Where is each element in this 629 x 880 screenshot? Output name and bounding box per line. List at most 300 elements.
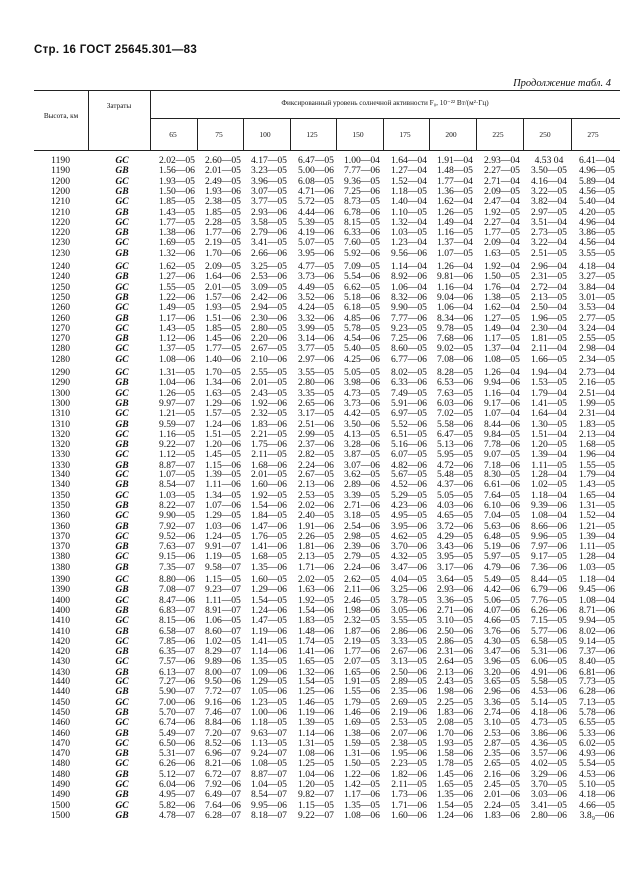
altitude-cell: 1340 xyxy=(50,469,70,480)
value-cell: 8.87—07 xyxy=(159,459,195,471)
altitude-cell: 1250 xyxy=(50,281,70,293)
value-cell: 9.91—07 xyxy=(205,541,241,553)
value-cell: 1.98—06 xyxy=(344,604,380,616)
value-cell: 4.95—07 xyxy=(159,789,195,801)
value-cell: 2.80—06 xyxy=(298,377,334,389)
table-row xyxy=(0,596,629,605)
costs-cell: GB xyxy=(115,185,129,197)
value-cell: 7.27—06 xyxy=(159,676,195,687)
value-cell: 1.54—05 xyxy=(437,799,473,811)
value-cell: 2.16—06 xyxy=(484,768,520,780)
value-cell: 6.26—06 xyxy=(159,758,195,770)
value-cell: 1.75—06 xyxy=(251,439,287,451)
value-cell: 4.53—06 xyxy=(531,686,567,698)
value-cell: 1.18—04 xyxy=(579,574,615,585)
altitude-cell: 1330 xyxy=(50,449,70,461)
value-cell: 2.23—05 xyxy=(391,758,427,770)
value-cell: 7.63—07 xyxy=(159,541,195,553)
value-cell: 1.37—05 xyxy=(159,343,195,355)
value-cell: 1.78—05 xyxy=(437,758,473,770)
value-cell: 3.29—06 xyxy=(531,768,567,780)
costs-cell: GB xyxy=(115,520,129,532)
value-cell: 1.70—05 xyxy=(205,367,241,378)
value-cell: 1.13—05 xyxy=(251,737,287,749)
value-cell: 2.98—05 xyxy=(344,530,380,542)
value-cell: 1.92—05 xyxy=(251,489,287,501)
value-cell: 4.07—06 xyxy=(484,604,520,616)
value-cell: 4.25—06 xyxy=(344,353,380,365)
table-row xyxy=(0,344,629,353)
value-cell: 1.91—06 xyxy=(298,520,334,532)
table-row xyxy=(0,780,629,789)
value-cell: 1.34—06 xyxy=(205,377,241,389)
value-cell: 5.90—07 xyxy=(159,686,195,698)
value-cell: 5.89—04 xyxy=(579,175,615,187)
value-cell: 2.31—05 xyxy=(531,271,567,283)
value-cell: 6.72—07 xyxy=(205,768,241,780)
altitude-cell: 1210 xyxy=(50,196,70,208)
value-cell: 1.28—04 xyxy=(531,469,567,480)
table-row xyxy=(0,197,629,206)
value-cell: 1.38—05 xyxy=(484,291,520,303)
value-cell: 2.62—05 xyxy=(344,574,380,585)
costs-cell: GB xyxy=(115,686,129,698)
value-cell: 3.25—06 xyxy=(391,584,427,596)
value-cell: 3.84—04 xyxy=(579,281,615,293)
value-cell: 2.26—05 xyxy=(298,530,334,542)
value-cell: 5.97—05 xyxy=(484,551,520,563)
value-cell: 4.91—06 xyxy=(531,666,567,678)
value-cell: 7.25—06 xyxy=(391,333,427,345)
value-cell: 1.77—06 xyxy=(205,227,241,239)
value-cell: 5.19—06 xyxy=(484,541,520,553)
value-cell: 1.83—05 xyxy=(298,615,334,627)
value-cell: 1.55—06 xyxy=(344,686,380,698)
value-cell: 1.39—04 xyxy=(531,449,567,461)
value-cell: 7.08—07 xyxy=(159,584,195,596)
value-cell: 3.47—06 xyxy=(484,646,520,658)
value-cell: 3.99—05 xyxy=(298,322,334,334)
value-cell: 4.42—05 xyxy=(344,408,380,420)
value-cell: 6.07—05 xyxy=(391,449,427,461)
costs-cell: GB xyxy=(115,479,129,491)
value-cell: 2.01—05 xyxy=(251,469,287,480)
costs-cell: GC xyxy=(115,510,129,522)
value-cell: 2.99—05 xyxy=(298,428,334,440)
value-cell: 1.18—05 xyxy=(391,185,427,197)
value-cell: 1.42—05 xyxy=(344,779,380,790)
value-cell: 2.51—05 xyxy=(531,247,567,259)
value-cell: 4.49—05 xyxy=(298,281,334,293)
value-cell: 1.70—06 xyxy=(205,247,241,259)
costs-cell: GC xyxy=(115,551,129,563)
altitude-cell: 1400 xyxy=(50,604,70,616)
value-cell: 2.43—05 xyxy=(251,387,287,399)
value-cell: 1.91—04 xyxy=(437,155,473,166)
value-cell: 5.49—07 xyxy=(159,727,195,739)
value-cell: 1.54—06 xyxy=(298,604,334,616)
table-row xyxy=(0,698,629,707)
value-cell: 2.96—04 xyxy=(531,261,567,272)
value-cell: 5.78—06 xyxy=(579,706,615,718)
value-cell: 7.13—05 xyxy=(579,696,615,708)
table-row xyxy=(0,470,629,479)
value-cell: 3.50—05 xyxy=(531,165,567,177)
value-cell: 7.49—05 xyxy=(391,387,427,399)
value-cell: 1.15—06 xyxy=(205,459,241,471)
value-cell: 7.00—06 xyxy=(159,696,195,708)
value-cell: 9.24—07 xyxy=(251,748,287,760)
altitude-cell: 1420 xyxy=(50,635,70,647)
value-cell: 1.17—05 xyxy=(484,333,520,345)
value-cell: 6.97—05 xyxy=(391,408,427,420)
value-cell: 3.53—04 xyxy=(579,302,615,314)
value-cell: 2.46—05 xyxy=(344,594,380,606)
costs-cell: GB xyxy=(115,541,129,553)
value-cell: 6.77—06 xyxy=(391,353,427,365)
table-row xyxy=(0,262,629,271)
value-cell: 2.38—05 xyxy=(205,196,241,208)
value-cell: 1.92—06 xyxy=(251,397,287,409)
value-cell: 1.18—05 xyxy=(251,717,287,729)
value-cell: 3.62—05 xyxy=(344,469,380,480)
value-cell: 9.89—06 xyxy=(205,656,241,668)
costs-cell: GC xyxy=(115,216,129,228)
value-cell: 2.53—05 xyxy=(298,489,334,501)
table-continuation: Продолжение табл. 4 xyxy=(513,78,611,89)
value-cell: 3.86—06 xyxy=(531,727,567,739)
level-divider xyxy=(383,118,384,150)
value-cell: 1.06—04 xyxy=(437,302,473,314)
value-cell: 2.53—06 xyxy=(251,271,287,283)
value-cell: 3.20—06 xyxy=(484,666,520,678)
value-cell: 2.40—05 xyxy=(298,510,334,522)
value-cell: 5.33—06 xyxy=(579,727,615,739)
value-cell: 1.08—06 xyxy=(344,809,380,821)
value-cell: 1.19—05 xyxy=(205,551,241,563)
value-cell: 1.06—05 xyxy=(205,615,241,627)
value-cell: 1.55—05 xyxy=(159,281,195,293)
value-cell: 3.8₉—06 xyxy=(579,809,615,821)
costs-cell: GC xyxy=(115,799,129,811)
table-row xyxy=(0,218,629,227)
value-cell: 2.67—05 xyxy=(251,343,287,355)
costs-cell: GB xyxy=(115,646,129,658)
altitude-cell: 1210 xyxy=(50,206,70,218)
value-cell: 1.23—04 xyxy=(391,237,427,249)
value-cell: 1.93—05 xyxy=(159,175,195,187)
value-cell: 9.82—07 xyxy=(298,789,334,801)
value-cell: 1.40—04 xyxy=(391,196,427,208)
costs-cell: GC xyxy=(115,302,129,314)
value-cell: 1.11—05 xyxy=(205,594,241,606)
value-cell: 1.84—05 xyxy=(251,510,287,522)
value-cell: 1.07—06 xyxy=(205,499,241,511)
value-cell: 2.96—06 xyxy=(484,686,520,698)
value-cell: 1.24—06 xyxy=(437,809,473,821)
value-cell: 3.05—06 xyxy=(391,604,427,616)
value-cell: 2.51—04 xyxy=(579,387,615,399)
value-cell: 1.51—04 xyxy=(531,428,567,440)
value-cell: 8.02—06 xyxy=(579,625,615,637)
value-cell: 7.76—05 xyxy=(531,594,567,606)
value-cell: 1.29—05 xyxy=(251,676,287,687)
altitude-cell: 1320 xyxy=(50,439,70,451)
value-cell: 1.51—05 xyxy=(205,428,241,440)
value-cell: 1.74—05 xyxy=(298,635,334,647)
value-cell: 5.58—06 xyxy=(437,418,473,430)
level-header: 175 xyxy=(399,130,411,139)
value-cell: 3.22—05 xyxy=(531,185,567,197)
value-cell: 9.45—06 xyxy=(579,584,615,596)
value-cell: 9.63—07 xyxy=(251,727,287,739)
altitude-cell: 1360 xyxy=(50,520,70,532)
value-cell: 6.03—06 xyxy=(437,397,473,409)
costs-cell: GB xyxy=(115,789,129,801)
value-cell: 6.48—05 xyxy=(484,530,520,542)
value-cell: 3.01—05 xyxy=(579,291,615,303)
value-cell: 7.77—06 xyxy=(391,312,427,324)
value-cell: 4.73—05 xyxy=(531,717,567,729)
value-cell: 5.29—05 xyxy=(391,489,427,501)
value-cell: 2.89—06 xyxy=(344,479,380,491)
value-cell: 1.32—06 xyxy=(159,247,195,259)
value-cell: 1.31—05 xyxy=(159,367,195,378)
value-cell: 3.70—05 xyxy=(531,779,567,790)
value-cell: 4.37—06 xyxy=(437,479,473,491)
value-cell: 1.65—05 xyxy=(437,779,473,790)
altitude-header: Высота, км xyxy=(43,112,79,120)
costs-cell: GB xyxy=(115,312,129,324)
value-cell: 3.25—05 xyxy=(251,261,287,272)
value-cell: 8.92—06 xyxy=(391,271,427,283)
value-cell: 3.87—05 xyxy=(344,449,380,461)
value-cell: 4.32—05 xyxy=(391,551,427,563)
value-cell: 6.49—07 xyxy=(205,789,241,801)
value-cell: 3.03—06 xyxy=(531,789,567,801)
value-cell: 1.17—06 xyxy=(344,789,380,801)
value-cell: 9.17—05 xyxy=(531,551,567,563)
value-cell: 1.77—04 xyxy=(437,175,473,187)
value-cell: 1.39—05 xyxy=(205,469,241,480)
value-cell: 4.53—06 xyxy=(579,768,615,780)
altitude-cell: 1440 xyxy=(50,686,70,698)
costs-cell: GC xyxy=(115,155,129,166)
value-cell: 1.40—06 xyxy=(205,353,241,365)
value-cell: 1.35—06 xyxy=(437,789,473,801)
value-cell: 1.24—06 xyxy=(251,604,287,616)
value-cell: 1.63—05 xyxy=(484,247,520,259)
value-cell: 3.52—06 xyxy=(298,291,334,303)
table-row xyxy=(0,409,629,418)
value-cell: 1.04—06 xyxy=(159,377,195,389)
costs-cell: GB xyxy=(115,247,129,259)
costs-cell: GB xyxy=(115,499,129,511)
altitude-cell: 1280 xyxy=(50,353,70,365)
altitude-cell: 1300 xyxy=(50,397,70,409)
value-cell: 5.92—06 xyxy=(344,247,380,259)
value-cell: 5.00—06 xyxy=(298,165,334,177)
value-cell: 1.39—04 xyxy=(579,530,615,542)
costs-cell: GB xyxy=(115,459,129,471)
altitude-cell: 1290 xyxy=(50,377,70,389)
value-cell: 4.82—06 xyxy=(391,459,427,471)
value-cell: 5.49—05 xyxy=(484,574,520,585)
value-cell: 2.38—05 xyxy=(391,737,427,749)
value-cell: 1.11—05 xyxy=(579,541,615,553)
level-header: 100 xyxy=(259,130,271,139)
costs-cell: GB xyxy=(115,561,129,573)
value-cell: 1.62—04 xyxy=(437,196,473,208)
value-cell: 2.60—05 xyxy=(205,155,241,166)
value-cell: 4.36—05 xyxy=(531,737,567,749)
costs-cell: GC xyxy=(115,574,129,585)
value-cell: 1.18—04 xyxy=(531,489,567,501)
value-cell: 1.77—05 xyxy=(484,227,520,239)
value-cell: 1.17—06 xyxy=(159,312,195,324)
costs-cell: GC xyxy=(115,717,129,729)
value-cell: 1.92—05 xyxy=(298,594,334,606)
table-row xyxy=(0,249,629,258)
value-cell: 8.60—07 xyxy=(205,625,241,637)
altitude-cell: 1500 xyxy=(50,809,70,821)
value-cell: 6.02—05 xyxy=(579,737,615,749)
value-cell: 1.09—06 xyxy=(251,666,287,678)
altitude-cell: 1360 xyxy=(50,510,70,522)
value-cell: 5.48—05 xyxy=(437,469,473,480)
value-cell: 5.06—05 xyxy=(484,594,520,606)
value-cell: 2.80—06 xyxy=(531,809,567,821)
value-cell: 6.47—05 xyxy=(298,155,334,166)
table-row xyxy=(0,542,629,551)
value-cell: 1.38—06 xyxy=(344,727,380,739)
value-cell: 2.16—05 xyxy=(579,377,615,389)
level-header: 125 xyxy=(306,130,318,139)
value-cell: 3.10—05 xyxy=(437,615,473,627)
value-cell: 1.15—05 xyxy=(205,574,241,585)
costs-cell: GC xyxy=(115,408,129,420)
value-cell: 1.29—06 xyxy=(251,584,287,596)
value-cell: 1.37—04 xyxy=(437,237,473,249)
value-cell: 8.34—06 xyxy=(437,312,473,324)
value-cell: 2.71—06 xyxy=(344,499,380,511)
table-row xyxy=(0,749,629,758)
value-cell: 3.57—06 xyxy=(531,748,567,760)
value-cell: 1.60—05 xyxy=(251,574,287,585)
value-cell: 4.02—05 xyxy=(531,758,567,770)
level-header: 150 xyxy=(352,130,364,139)
costs-cell: GC xyxy=(115,449,129,461)
value-cell: 3.43—06 xyxy=(437,541,473,553)
value-cell: 9.22—07 xyxy=(298,809,334,821)
value-cell: 1.00—04 xyxy=(344,155,380,166)
table-row xyxy=(0,187,629,196)
costs-cell: GC xyxy=(115,175,129,187)
value-cell: 3.36—05 xyxy=(484,696,520,708)
value-cell: 5.05—05 xyxy=(437,489,473,501)
value-cell: 1.16—04 xyxy=(484,387,520,399)
altitude-cell: 1380 xyxy=(50,551,70,563)
value-cell: 7.72—07 xyxy=(205,686,241,698)
value-cell: 5.12—07 xyxy=(159,768,195,780)
value-cell: 8.18—07 xyxy=(251,809,287,821)
costs-cell: GC xyxy=(115,387,129,399)
value-cell: 3.09—05 xyxy=(251,281,287,293)
value-cell: 9.04—06 xyxy=(437,291,473,303)
value-cell: 4.66—05 xyxy=(484,615,520,627)
value-cell: 9.78—05 xyxy=(437,322,473,334)
value-cell: 3.55—05 xyxy=(298,367,334,378)
value-cell: 6.28—07 xyxy=(205,809,241,821)
value-cell: 1.05—06 xyxy=(251,686,287,698)
value-cell: 3.10—05 xyxy=(484,717,520,729)
table-row xyxy=(0,314,629,323)
value-cell: 2.31—06 xyxy=(437,646,473,658)
value-cell: 1.46—05 xyxy=(298,696,334,708)
costs-cell: GB xyxy=(115,439,129,451)
table-row xyxy=(0,355,629,364)
value-cell: 8.21—06 xyxy=(205,758,241,770)
value-cell: 5.95—05 xyxy=(437,449,473,461)
value-cell: 7.46—07 xyxy=(205,706,241,718)
value-cell: 2.94—05 xyxy=(251,302,287,314)
level-header: 250 xyxy=(539,130,551,139)
value-cell: 2.07—05 xyxy=(344,656,380,668)
value-cell: 4.72—06 xyxy=(437,459,473,471)
value-cell: 3.82—04 xyxy=(531,196,567,208)
table-row xyxy=(0,718,629,727)
value-cell: 1.29—06 xyxy=(205,397,241,409)
value-cell: 2.09—05 xyxy=(484,185,520,197)
value-cell: 3.95—06 xyxy=(391,520,427,532)
costs-cell: GC xyxy=(115,367,129,378)
value-cell: 1.57—05 xyxy=(205,408,241,420)
altitude-cell: 1310 xyxy=(50,418,70,430)
level-divider xyxy=(290,118,291,150)
value-cell: 1.16—05 xyxy=(437,227,473,239)
value-cell: 1.21—05 xyxy=(579,520,615,532)
value-cell: 2.67—06 xyxy=(391,646,427,658)
value-cell: 4.23—06 xyxy=(391,499,427,511)
value-cell: 4.20—05 xyxy=(579,206,615,218)
value-cell: 2.45—05 xyxy=(484,779,520,790)
value-cell: 7.04—05 xyxy=(484,510,520,522)
value-cell: 1.32—06 xyxy=(298,666,334,678)
value-cell: 7.92—06 xyxy=(205,779,241,790)
value-cell: 3.35—05 xyxy=(298,387,334,399)
costs-cell: GB xyxy=(115,291,129,303)
value-cell: 1.11—06 xyxy=(205,479,241,491)
table-row xyxy=(0,790,629,799)
table-row xyxy=(0,637,629,646)
value-cell: 1.64—04 xyxy=(391,155,427,166)
table-row xyxy=(0,770,629,779)
value-cell: 1.99—05 xyxy=(579,397,615,409)
value-cell: 1.49—04 xyxy=(484,322,520,334)
value-cell: 1.54—05 xyxy=(251,594,287,606)
value-cell: 2.11—04 xyxy=(531,343,567,355)
value-cell: 1.23—05 xyxy=(251,696,287,708)
value-cell: 1.83—05 xyxy=(579,418,615,430)
value-cell: 4.65—05 xyxy=(437,510,473,522)
altitude-cell: 1220 xyxy=(50,227,70,239)
value-cell: 5.13—06 xyxy=(437,439,473,451)
value-cell: 1.36—05 xyxy=(437,185,473,197)
value-cell: 9.96—05 xyxy=(531,530,567,542)
altitude-cell: 1470 xyxy=(50,737,70,749)
value-cell: 3.51—04 xyxy=(531,216,567,228)
value-cell: 1.27—06 xyxy=(159,271,195,283)
